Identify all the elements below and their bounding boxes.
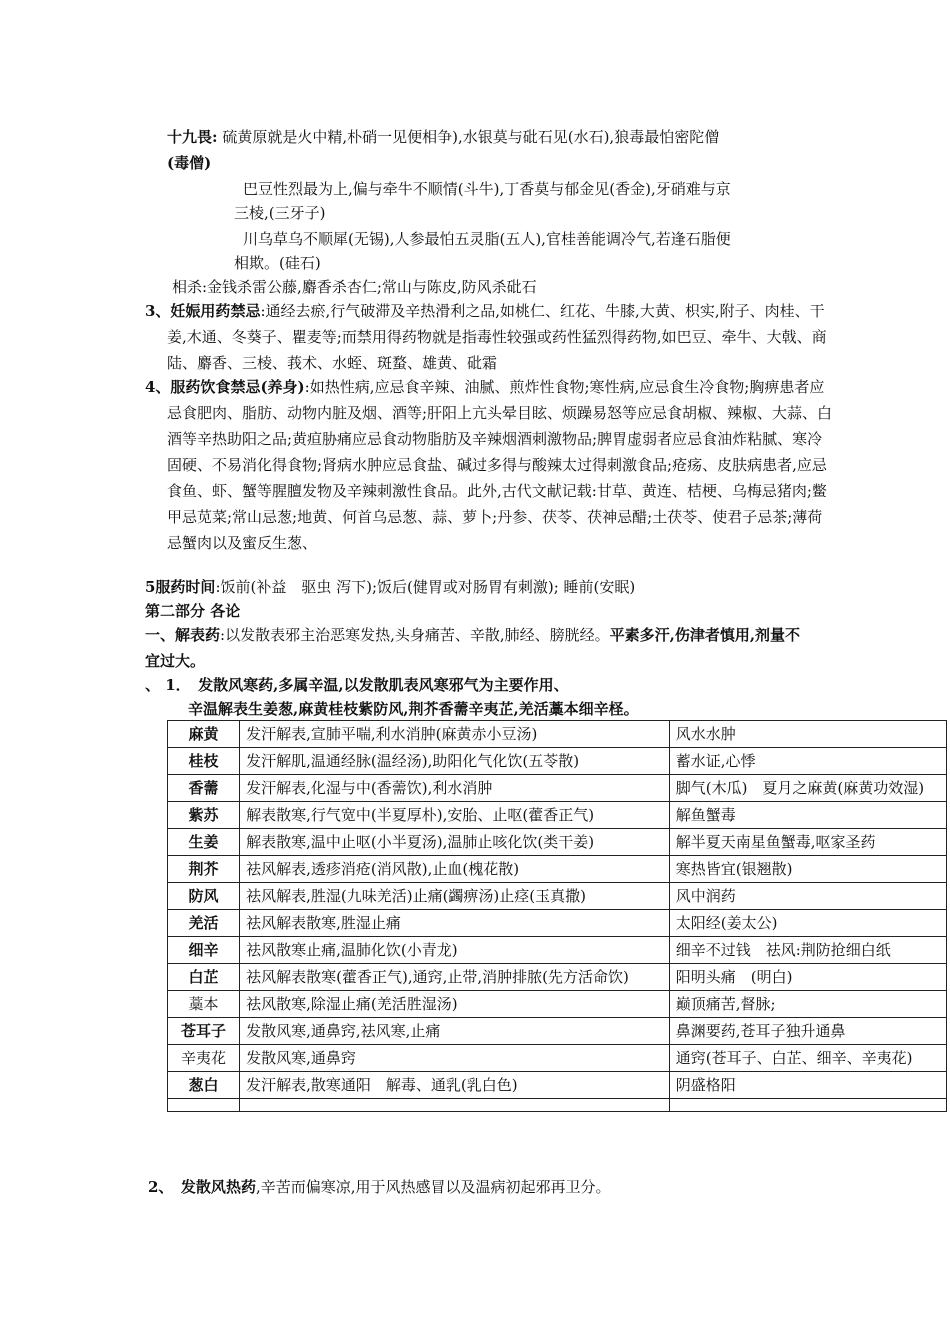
- drug-effect: 祛风解表散寒(藿香正气),通窍,止带,消肿排脓(先方活命饮): [240, 964, 670, 991]
- table-row: [168, 775, 947, 802]
- timing-text: :饭前(补益 驱虫 泻下);饭后(健胃或对肠胃有刺激); 睡前(安眠): [215, 578, 636, 596]
- drug-name: 桂枝: [168, 748, 240, 775]
- table-row: [168, 1045, 947, 1072]
- drug-effect: 祛风解表,胜湿(九味羌活)止痛(蠲痹汤)止痉(玉真撒): [240, 883, 670, 910]
- table-row: [168, 748, 947, 775]
- drug-name: 细辛: [168, 937, 240, 964]
- table-row: [168, 1018, 947, 1045]
- drug-effect: 祛风散寒止痛,温肺化饮(小青龙): [240, 937, 670, 964]
- nineteen-line-1b: (毒僧): [167, 154, 212, 172]
- drug-name: 白芷: [168, 964, 240, 991]
- section2-label: 2、 发散风热药: [148, 1178, 256, 1196]
- drug-effect: 解表散寒,温中止呕(小半夏汤),温肺止咳化饮(类干姜): [240, 829, 670, 856]
- empty-cell: [168, 1099, 240, 1112]
- table-row: [168, 1072, 947, 1099]
- drug-note: 鼻渊要药,苍耳子独升通鼻: [669, 1018, 946, 1045]
- drug-note: 通窍(苍耳子、白芷、细辛、辛夷花): [669, 1045, 946, 1072]
- drug-name: 生姜: [168, 829, 240, 856]
- nineteen-line-2b: 三棱,(三牙子): [234, 204, 326, 222]
- drug-effect: 发汗解表,散寒通阳 解毒、通乳(乳白色): [240, 1072, 670, 1099]
- drug-name: 羌活: [168, 910, 240, 937]
- diet-label: 4、服药饮食禁忌(养身): [145, 378, 305, 396]
- nineteen-text-1: 硫黄原就是火中精,朴硝一见便相争),水银莫与砒石见(水石),狼毒最怕密陀僧: [222, 128, 720, 146]
- drug-effect: 发散风寒,通鼻窍,祛风寒,止痛: [240, 1018, 670, 1045]
- drug-name: 辛夷花: [168, 1045, 240, 1072]
- drug-note: 太阳经(姜太公): [669, 910, 946, 937]
- nineteen-line-3: 川乌草乌不顺犀(无锡),人参最怕五灵脂(五人),官桂善能调冷气,若逢石脂便: [243, 230, 731, 248]
- empty-cell: [240, 1099, 670, 1112]
- drug-name: 紫苏: [168, 802, 240, 829]
- pregnancy-label: 3、妊娠用药禁忌: [145, 302, 261, 320]
- drug-effect: 发散风寒,通鼻窍: [240, 1045, 670, 1072]
- table-row: [168, 964, 947, 991]
- drug-note: 风水水肿: [669, 721, 946, 748]
- section2-text: ,辛苦而偏寒凉,用于风热感冒以及温病初起邪再卫分。: [255, 1178, 611, 1196]
- pregnancy-paragraph: [145, 298, 837, 376]
- drug-name: 苍耳子: [168, 1018, 240, 1045]
- nineteen-line-2: 巴豆性烈最为上,偏与牵牛不顺情(斗牛),丁香莫与郁金见(香金),牙硝难与京: [243, 180, 731, 198]
- drug-effect: 发汗解表,化湿与中(香薷饮),利水消肿: [240, 775, 670, 802]
- table-row: [168, 937, 947, 964]
- drug-note: 解半夏天南星鱼蟹毒,呕家圣药: [669, 829, 946, 856]
- section1-mnemonic: 辛温解表生姜葱,麻黄桂枝紫防风,荆芥香薷辛夷芷,羌活藁本细辛柽。: [188, 700, 639, 718]
- table-row: [168, 802, 947, 829]
- drug-note: 解鱼蟹毒: [669, 802, 946, 829]
- drug-note: 脚气(木瓜) 夏月之麻黄(麻黄功效湿): [669, 775, 946, 802]
- table-row: [168, 721, 947, 748]
- drug-effect: 发汗解肌,温通经脉(温经汤),助阳化气化饮(五苓散): [240, 748, 670, 775]
- empty-table-row: [168, 1099, 947, 1112]
- drug-note: 巅顶痛苦,督脉;: [669, 991, 946, 1018]
- timing-label: 5服药时间: [145, 578, 216, 596]
- drug-note: 风中润药: [669, 883, 946, 910]
- drug-note: 寒热皆宜(银翘散): [669, 856, 946, 883]
- section2-line: [148, 1176, 611, 1198]
- timing-line: [145, 576, 635, 598]
- table-row: [168, 991, 947, 1018]
- drug-name: 藁本: [168, 991, 240, 1018]
- drug-name: 麻黄: [168, 721, 240, 748]
- jiebiao-label: 一、解表药: [145, 626, 221, 644]
- empty-cell: [669, 1099, 946, 1112]
- drug-note: 蓄水证,心悸: [669, 748, 946, 775]
- jiebiao-text: :以发散表邪主治恶寒发热,头身痛苦、辛散,肺经、膀胱经。: [220, 626, 610, 644]
- nineteen-title: 十九畏:: [167, 128, 218, 146]
- section1-heading: 、 1． 发散风寒药,多属辛温,以发散肌表风寒邪气为主要作用、: [145, 676, 569, 694]
- drug-note: 阳明头痛 (明白): [669, 964, 946, 991]
- part2-heading: 第二部分 各论: [145, 602, 241, 620]
- drug-name: 葱白: [168, 1072, 240, 1099]
- table-row: [168, 829, 947, 856]
- nineteen-line-1: [167, 126, 719, 148]
- drug-effect: 祛风散寒,除湿止痛(羌活胜湿汤): [240, 991, 670, 1018]
- jiebiao-paragraph: [145, 622, 815, 674]
- table-row: [168, 910, 947, 937]
- drug-note: 细辛不过钱 祛风:荆防抢细白纸: [669, 937, 946, 964]
- nineteen-line-3b: 相欺。(硅石): [234, 254, 321, 272]
- table-row: [168, 856, 947, 883]
- drug-name: 防风: [168, 883, 240, 910]
- wind-cold-drug-table: [167, 720, 947, 1112]
- pregnancy-text: :通经去瘀,行气破滞及辛热滑利之品,如桃仁、红花、牛膝,大黄、枳实,附子、肉桂、干姜,木通、冬葵子、瞿麦等;而禁用得药物就是指毒性较强或药性猛烈得药物,如巴豆、牵牛、大戟、商陆、麝香、三棱、莪术、水蛭、斑蝥、雄黄、砒霜: [167, 302, 827, 372]
- diet-text: :如热性病,应忌食辛辣、油腻、煎炸性食物;寒性病,应忌食生冷食物;胸痹患者应忌食肥肉、脂肪、动物内脏及烟、酒等;肝阳上亢头晕目眩、烦躁易怒等应忌食胡椒、辣椒、大蒜、白酒等辛热助阳之品;黄疸胁痛应忌食动物脂肪及辛辣烟酒刺激物品;脾胃虚弱者应忌食油炸粘腻、寒冷固硬、不易消化得食物;肾病水肿应忌食盐、碱过多得与酸辣太过得刺激食品;疮疡、皮肤病患者,应忌食鱼、虾、蟹等腥膻发物及辛辣刺激性食品。此外,古代文献记载:甘草、黄连、桔梗、乌梅忌猪肉;鳖甲忌苋菜;常山忌葱;地黄、何首乌忌葱、蒜、萝卜;丹参、茯苓、茯神忌醋;土茯苓、使君子忌茶;薄荷忌蟹肉以及蜜反生葱、: [167, 378, 833, 552]
- table-row: [168, 883, 947, 910]
- diet-paragraph: [145, 374, 837, 556]
- drug-effect: 发汗解表,宣肺平喘,利水消肿(麻黄赤小豆汤): [240, 721, 670, 748]
- drug-effect: 祛风解表散寒,胜湿止痛: [240, 910, 670, 937]
- drug-note: 阴盛格阳: [669, 1072, 946, 1099]
- jiebiao-caution: 平素多汗,伤津者慎用,剂量不宜过大。: [145, 626, 801, 670]
- drug-name: 香薷: [168, 775, 240, 802]
- xiangsha-line: 相杀:金钱杀雷公藤,麝香杀杏仁;常山与陈皮,防风杀砒石: [172, 278, 537, 296]
- drug-name: 荆芥: [168, 856, 240, 883]
- drug-effect: 解表散寒,行气宽中(半夏厚朴),安胎、止呕(藿香正气): [240, 802, 670, 829]
- drug-effect: 祛风解表,透疹消疮(消风散),止血(槐花散): [240, 856, 670, 883]
